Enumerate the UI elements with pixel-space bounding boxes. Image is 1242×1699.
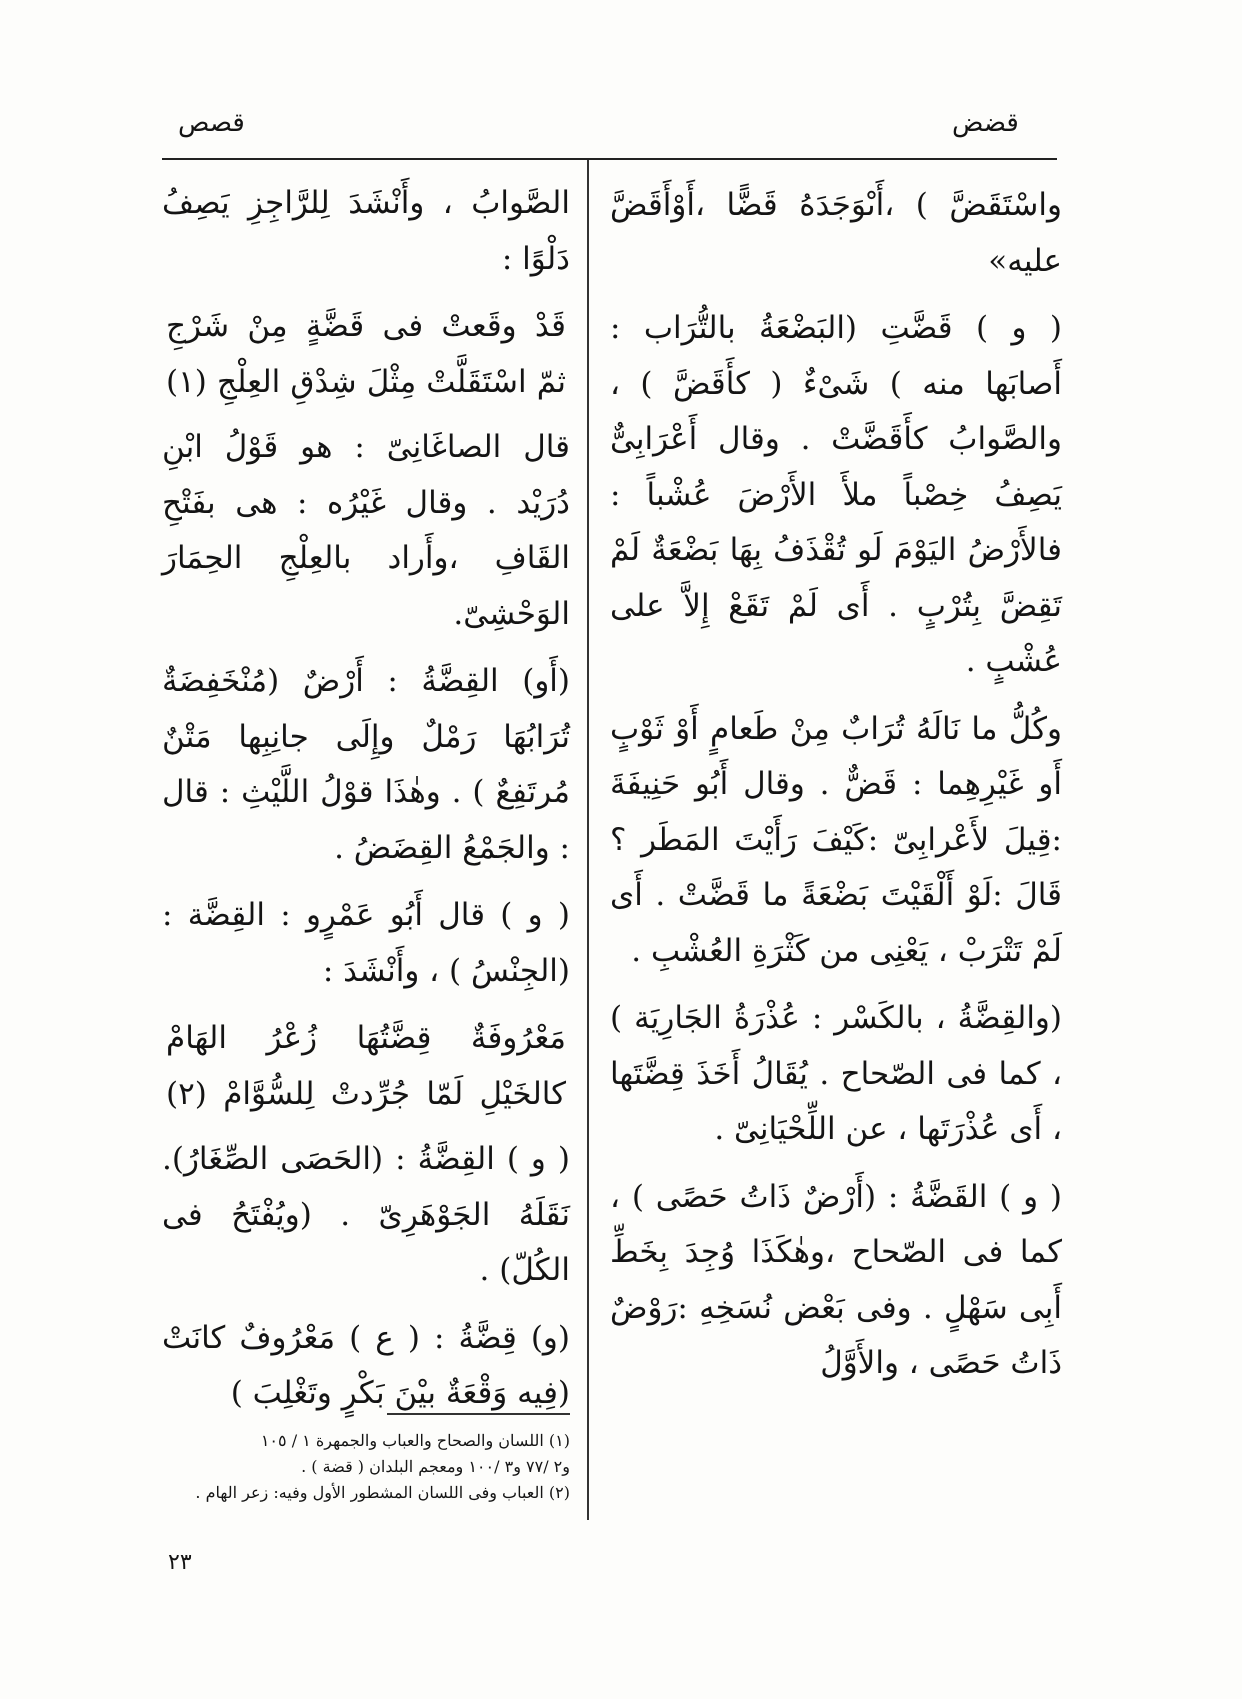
header-rule bbox=[162, 158, 1057, 160]
paragraph: ( و ) قَضَّتِ (البَضْعَةُ بالتُّرَاب : أَصابَها منه ) شَىْءٌ ( كأَقَضَّ ) ، والصَّوابُ كأَقَضَّتْ . وقال أَعْرَابِىٌّ يَصِفُ خِصْباً ملأَ الأَرْضَ عُشْباً : فالأَرْضُ اليَوْمَ لَو تُقْذَفُ بِهَا بَضْعَةٌ لَمْ تَقِضَّ بِتُرْبٍ . أَى لَمْ تَقَعْ إِلاَّ على عُشْبٍ . bbox=[610, 310, 1062, 679]
paragraph: قال الصاغَانِىّ : هو قَوْلُ ابْنِ دُرَيْد . وقال غَيْرُه : هى بفَتْحِ القَافِ ،وأَراد بالعِلْجِ الحِمَارَ الوَحْشِىّ. bbox=[162, 429, 570, 632]
verse bbox=[162, 1011, 570, 1122]
paragraph: ( و ) قال أَبُو عَمْرٍو : القِضَّة : (الجِنْسُ ) ، وأَنْشَدَ : bbox=[162, 897, 570, 989]
paragraph: وكُلُّ ما نَالَهُ تُرَابٌ مِنْ طَعامٍ أَوْ ثَوْبٍ أَو غَيْرِهِما : قَضٌّ . وقال أَبُو حَنِيفَةَ :قِيلَ لأَعْرابِىّ :كَيْفَ رَأَيْتَ المَطَر ؟قَالَ :لَوْ أَلْقَيْتَ بَضْعَةً ما قَضَّتْ . أَى لَمْ تَتْرَبْ ، يَعْنِى من كَثْرَةِ العُشْبِ . bbox=[610, 710, 1062, 969]
running-head-right: قضض bbox=[952, 108, 1019, 138]
column-divider bbox=[587, 160, 589, 1520]
footnote-line: (٢) العباب وفى اللسان المشطور الأول وفيه: زعر الهام . bbox=[195, 1483, 570, 1502]
verse-line: كالخَيْلِ لَمّا جُرِّدتْ لِلسُّوَّامْ (٢) bbox=[166, 1075, 566, 1112]
running-head-left: قصص bbox=[178, 108, 245, 138]
paragraph: واسْتَقَضَّ ) ،أَىْوَجَدَهُ قَضًّا ،أَوْأَقَضَّ عليه» bbox=[610, 187, 1062, 279]
verse-line: قَدْ وقَعتْ فى قَضَّةٍ مِنْ شَرْجِ bbox=[166, 308, 566, 344]
paragraph: الصَّوابُ ، وأَنْشَدَ لِلرَّاجِزِ يَصِفُ دَلْوًا : bbox=[162, 185, 570, 277]
paragraph: (و) قِضَّةُ : ( ع ) مَعْرُوفٌ كانَتْ (فِيه وَقْعَةٌ بيْنَ بَكْرٍ وتَغْلِبَ ) bbox=[162, 1319, 570, 1411]
footnote-line: و٢ /٧٧ و٣ /١٠٠ ومعجم البلدان ( قضة ) . bbox=[301, 1457, 570, 1476]
verse-line: مَعْرُوفَةٌ قِضَّتُهَا زُعْرُ الهَامْ bbox=[166, 1020, 566, 1056]
footnote-rule bbox=[387, 1413, 570, 1415]
left-column bbox=[162, 176, 570, 1434]
paragraph: (والقِضَّةُ ، بالكَسْر : عُذْرَةُ الجَارِيَة ) ، كما فى الصّحاح . يُقَالُ أَخَذَ قِضَّتَها ، أَى عُذْرَتَها ، عن اللِّحْيَانِىّ . bbox=[610, 1000, 1062, 1147]
page-number: ٢٣ bbox=[168, 1550, 192, 1575]
right-column bbox=[610, 178, 1062, 1404]
verse bbox=[162, 299, 570, 410]
paragraph: ( و ) القَضَّةُ : (أَرْضٌ ذَاتُ حَصًى ) ، كما فى الصّحاح ،وهٰكَذَا وُجِدَ بِخَطِّ أَبِى سَهْلٍ . وفى بَعْض نُسَخِهِ :رَوْضٌ ذَاتُ حَصًى ، والأَوَّلُ bbox=[610, 1178, 1062, 1381]
footnote-line: (١) اللسان والصحاح والعباب والجمهرة ١ / ١٠٥ bbox=[260, 1431, 570, 1450]
verse-line: ثمّ اسْتَقَلَّتْ مِثْلَ شِدْقِ العِلْجِ (١) bbox=[166, 363, 566, 400]
footnotes bbox=[162, 1428, 570, 1506]
paragraph: ( و ) القِضَّةُ : (الحَصَى الصِّغَارُ). نَقَلَهُ الجَوْهَرِىّ . (ويُفْتَحُ فى الكُلّ) . bbox=[162, 1141, 570, 1288]
paragraph: (أَو) القِضَّةُ : أَرْضٌ (مُنْخَفِضَةٌ تُرَابُهَا رَمْلٌ وإِلَى جانِبِها مَتْنٌ مُرتَفِعٌ ) . وهٰذَا قوْلُ اللَّيْثِ : قال : والجَمْعُ القِضَضُ . bbox=[162, 663, 570, 866]
